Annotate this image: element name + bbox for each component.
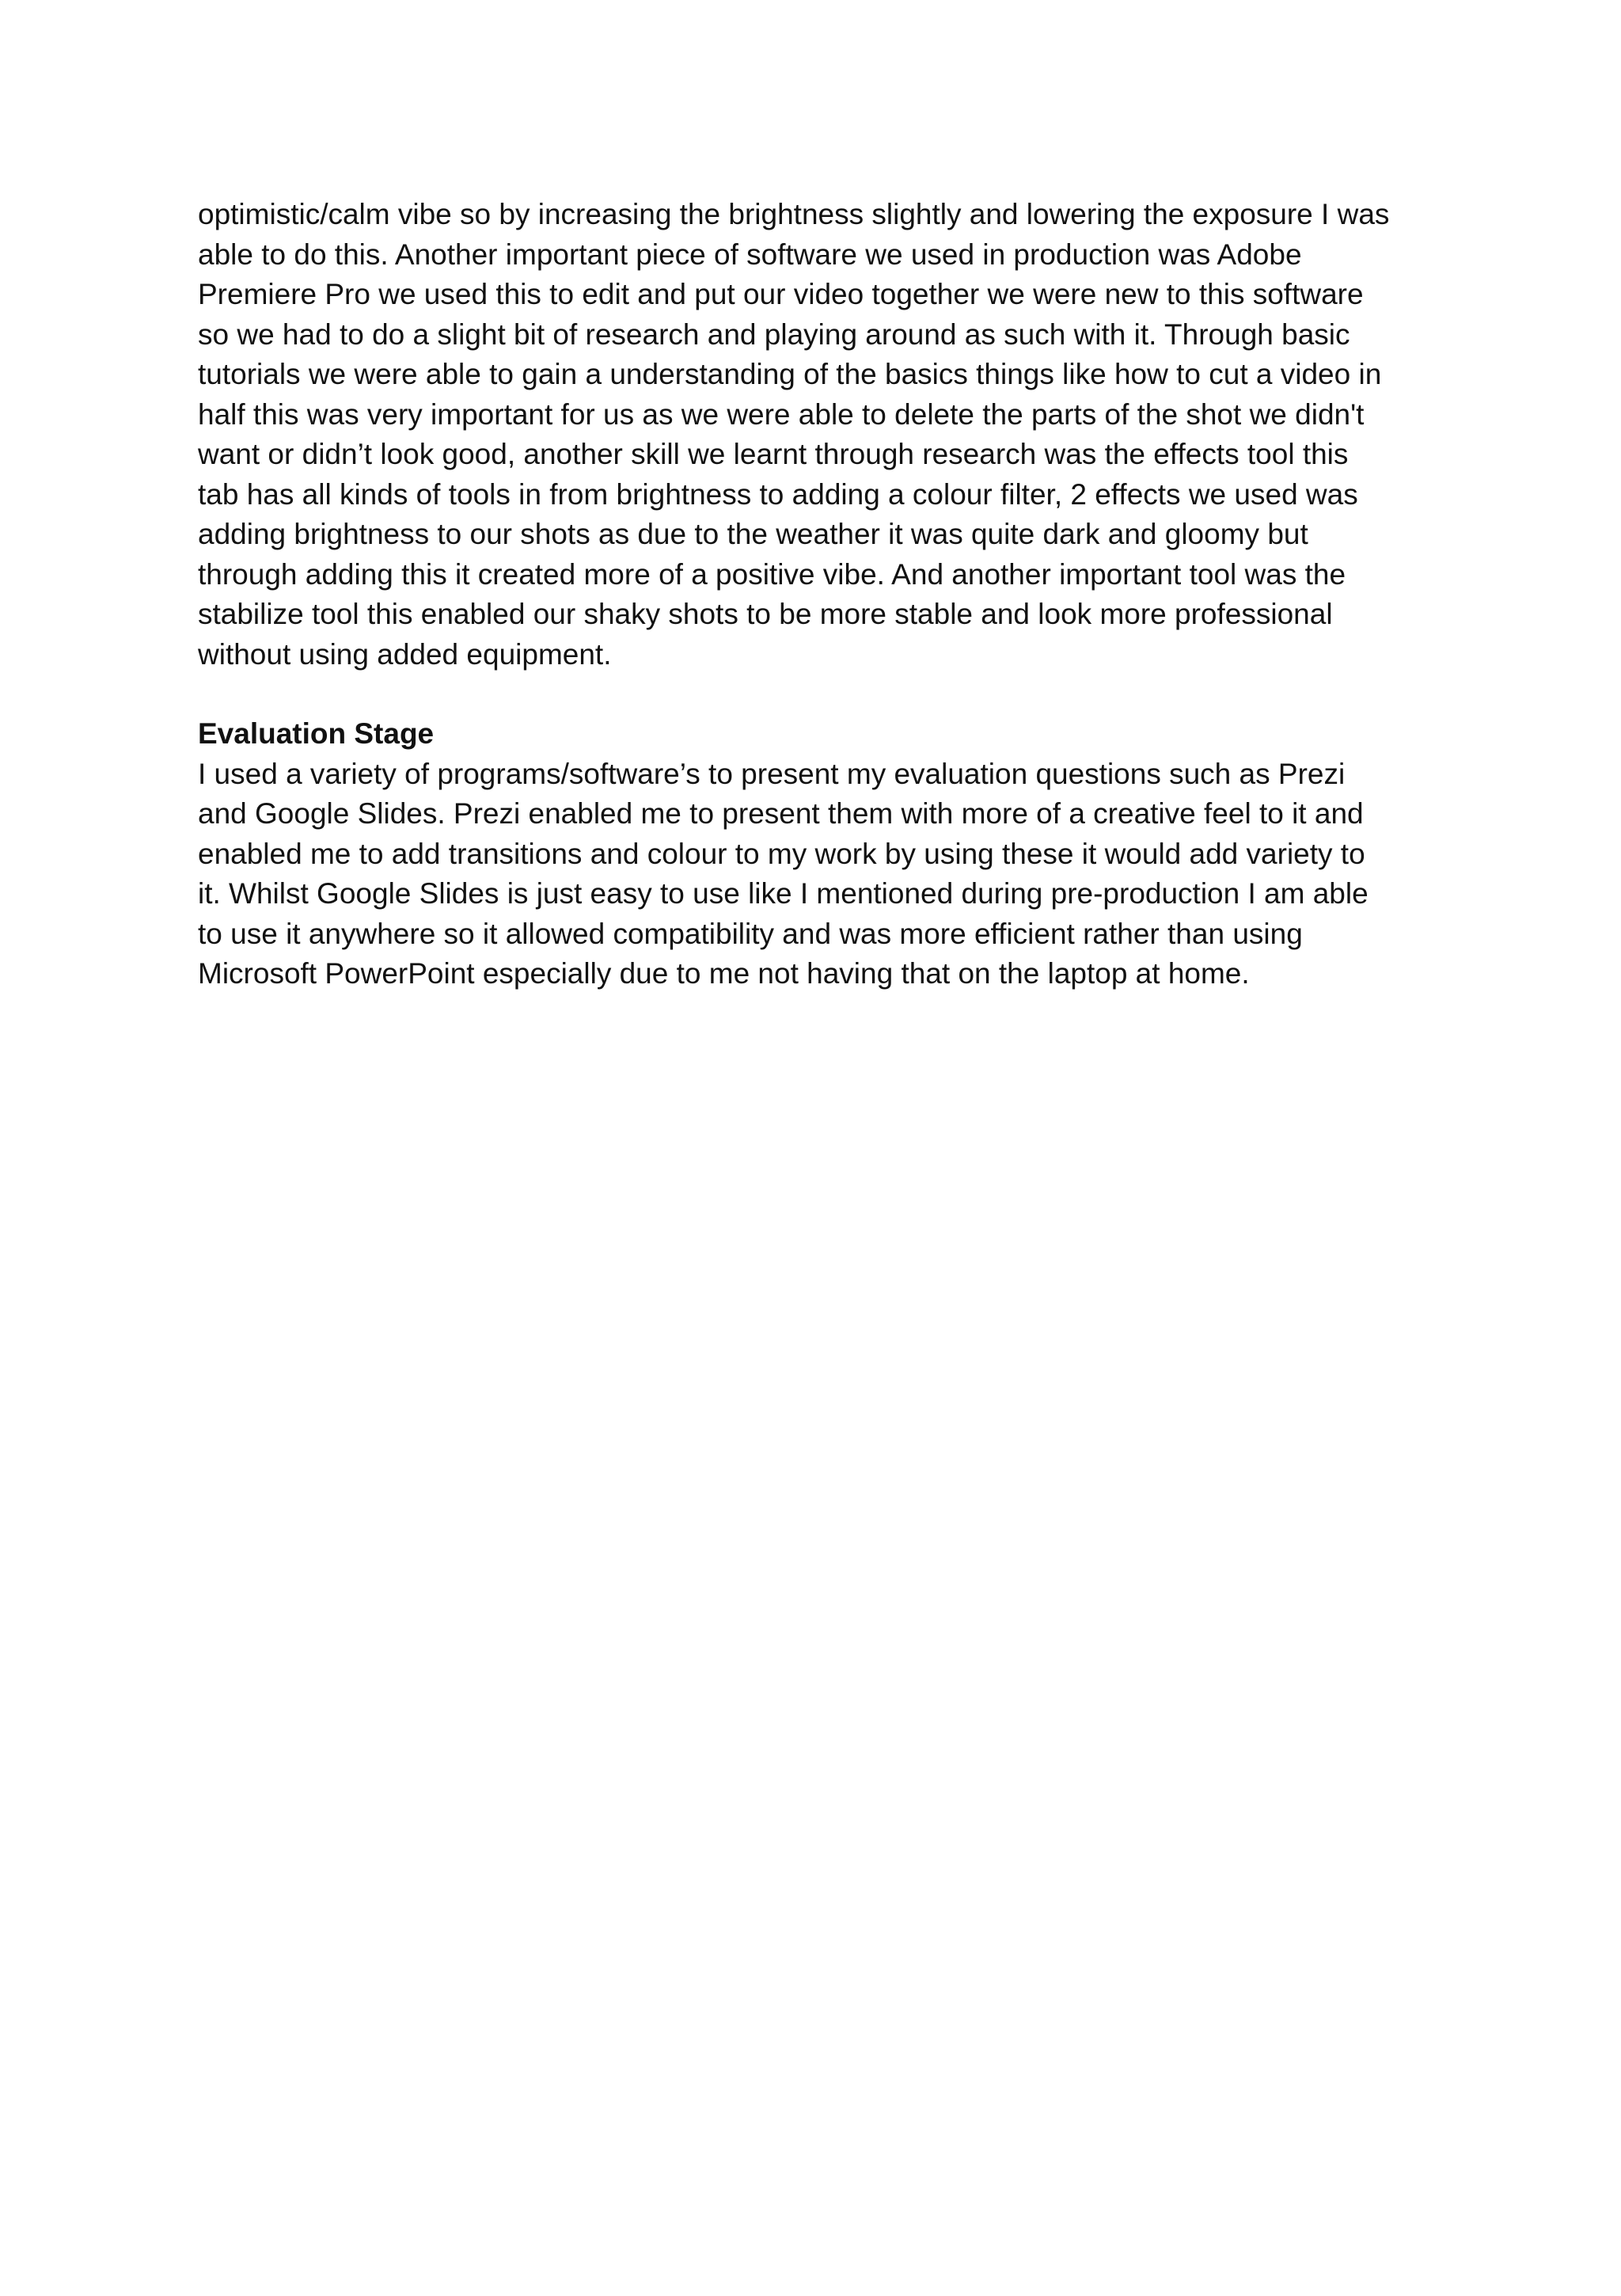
text-line: Microsoft PowerPoint especially due to me not having that on the laptop at home. [198,957,1250,990]
text-line: to use it anywhere so it allowed compatibility and was more efficient rather than using [198,917,1303,950]
text-line: able to do this. Another important piece of software we used in production was Adobe [198,238,1302,271]
text-line: tab has all kinds of tools in from brightness to adding a colour filter, 2 effects we used was [198,477,1358,511]
text-line: without using added equipment. [198,637,612,671]
text-line: through adding this it created more of a positive vibe. And another important tool was the [198,557,1346,591]
text-line: stabilize tool this enabled our shaky shots to be more stable and look more professional [198,598,1333,630]
text-line: Premiere Pro we used this to edit and put our video together we were new to this software [198,278,1364,310]
text-line: I used a variety of programs/software’s to present my evaluation questions such as Prezi [198,757,1346,790]
text-line: enabled me to add transitions and colour to my work by using these it would add variety to [198,837,1365,870]
section-evaluation-stage [198,714,1441,994]
text-line: tutorials we were able to gain a understanding of the basics things like how to cut a video in [198,358,1382,390]
text-line: optimistic/calm vibe so by increasing the brightness slightly and lowering the exposure I was [198,198,1390,230]
text-line: adding brightness to our shots as due to the weather it was quite dark and gloomy but [198,518,1308,550]
text-line: it. Whilst Google Slides is just easy to use like I mentioned during pre-production I am able [198,877,1369,910]
text-line: so we had to do a slight bit of research and playing around as such with it. Through basic [198,317,1350,351]
text-line: want or didn’t look good, another skill we learnt through research was the effects tool this [198,438,1349,470]
text-line: and Google Slides. Prezi enabled me to present them with more of a creative feel to it and [198,797,1364,830]
paragraph-production [198,195,1441,675]
section-heading: Evaluation Stage [198,717,435,750]
text-line: half this was very important for us as we were able to delete the parts of the shot we didn't [198,397,1365,431]
document-body [198,195,1441,994]
